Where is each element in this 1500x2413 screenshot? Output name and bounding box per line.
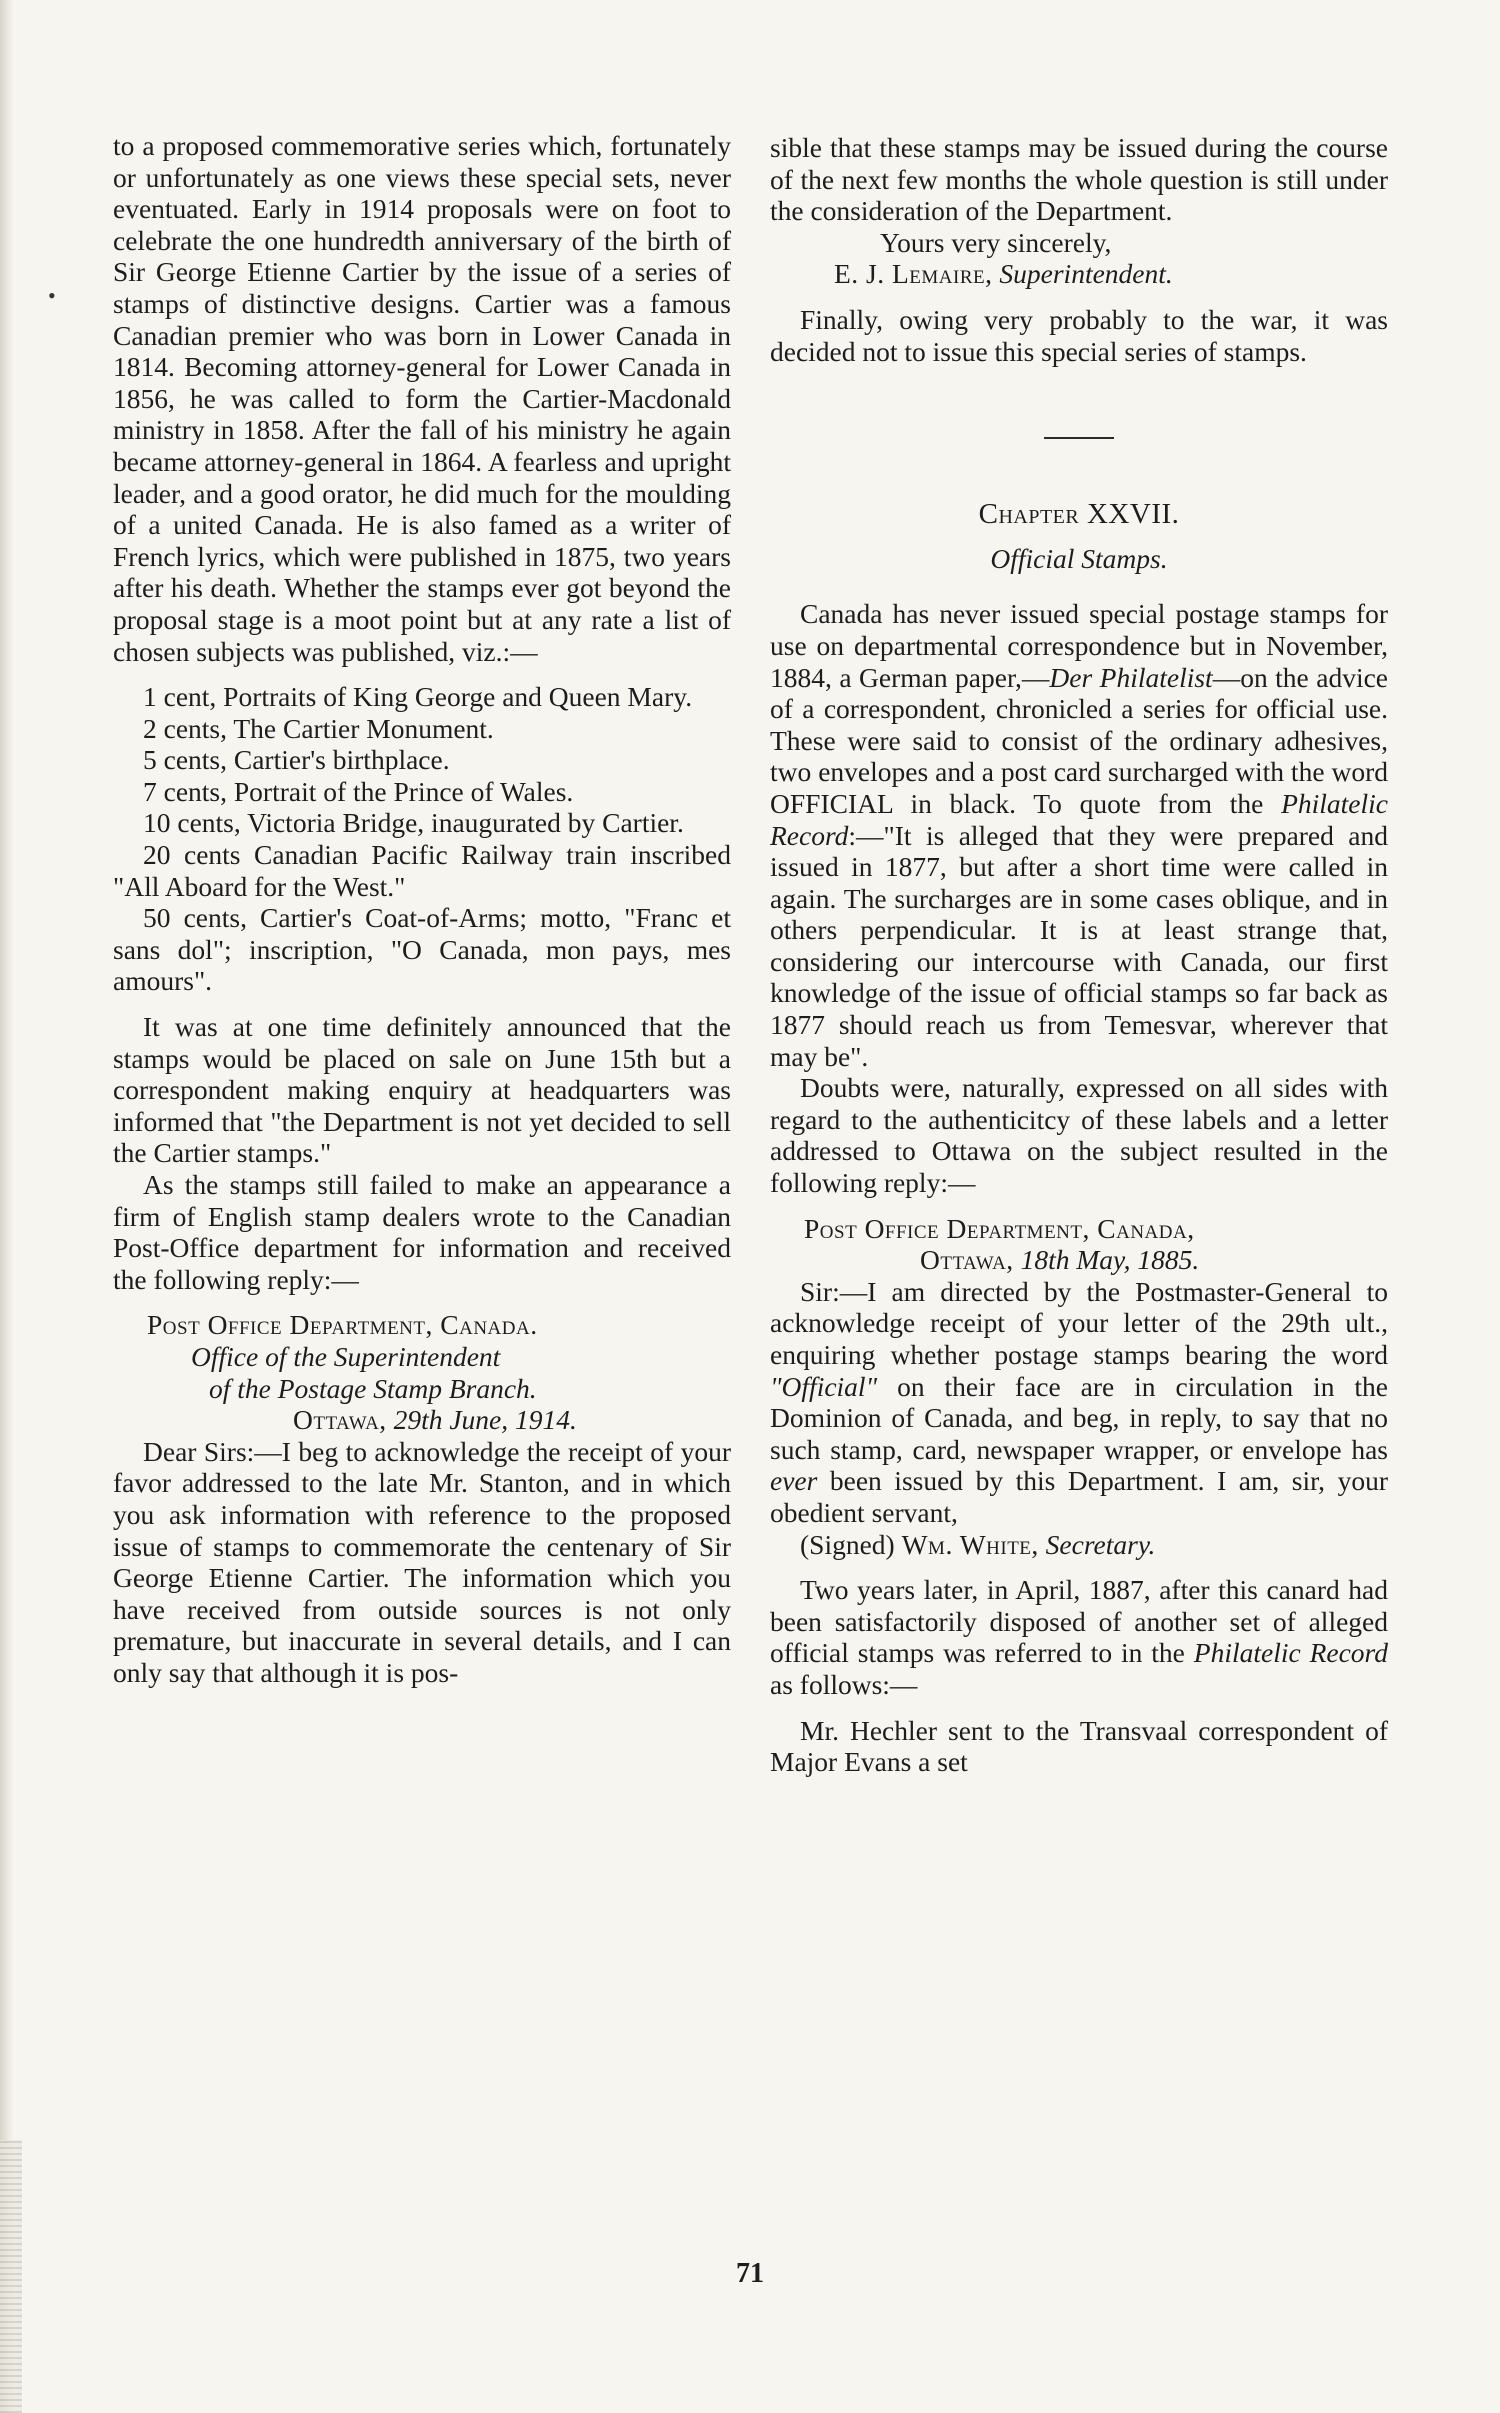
doubts-paragraph: Doubts were, naturally, expressed on all sides with regard to the authenticitcy of these labels and a letter addressed to Ottawa on the subject resulted in the following reply:— <box>770 1072 1388 1199</box>
list-item: 7 cents, Portrait of the Prince of Wales. <box>143 775 574 807</box>
letter-1-dateline <box>293 1404 731 1436</box>
letter-1-heading: Post Office Department, Canada. <box>147 1309 538 1341</box>
hechler-paragraph: Mr. Hechler sent to the Transvaal correspondent of Major Evans a set <box>770 1714 1388 1778</box>
list-item: 50 cents, Cartier's Coat-of-Arms; motto, "Franc et sans dol"; inscription, "O Canada, mon pays, mes amours". <box>113 902 731 997</box>
emphasis-word: ever <box>770 1465 818 1497</box>
letter-2-heading: Post Office Department, Canada, <box>804 1212 1195 1244</box>
scan-edge <box>0 0 14 2413</box>
text-span: Canada has never issued special postage stamps for use on departmental correspondence but in November, 1884, a German paper,— <box>770 598 1388 693</box>
publication-title: Philatelic Record <box>770 787 1388 851</box>
letter-2-dateline <box>920 1244 1388 1276</box>
letter-1-date: 29th June, 1914. <box>393 1404 577 1436</box>
text-span: as follows:— <box>770 1668 918 1700</box>
margin-dot: • <box>48 283 56 308</box>
announcement-paragraph: It was at one time definitely announced that the stamps would be placed on sale on June 15th but a correspondent making enquiry at headquarters was informed that "the Department is not yet decided to sell the Cartier stamps." <box>113 1011 731 1169</box>
official-stamps-paragraph <box>770 598 1388 1072</box>
letter-2-date: 18th May, 1885. <box>1020 1244 1200 1276</box>
letter-2-signature <box>800 1529 1388 1561</box>
text-span: Sir:—I am directed by the Postmaster-General to acknowledge receipt of your letter of the 29th ult., enquiring whether postage stamps bearing the word <box>770 1275 1388 1370</box>
page-number: 71 <box>736 2258 764 2289</box>
letter-2-signer-title: Secretary. <box>1045 1528 1156 1560</box>
list-item: 20 cents Canadian Pacific Railway train inscribed "All Aboard for the West." <box>113 839 731 902</box>
stamp-subject-list <box>113 681 731 997</box>
letter-1-office: Office of the Superintendent <box>191 1340 501 1372</box>
text-span: —on the advice of a correspondent, chronicled a series for official use. These were said to consist of the ordinary adhesives, two envelopes and a post card surcharged with the word OFFICIAL in black. To quote from the <box>770 661 1388 819</box>
dealers-paragraph: As the stamps still failed to make an appearance a firm of English stamp dealers wrote to the Canadian Post-Office department for information and received the following reply:— <box>113 1169 731 1295</box>
letter-2-signer: Wm. White, <box>901 1528 1039 1560</box>
text-span: Two years later, in April, 1887, after this canard had been satisfactorily disposed of another set of alleged official stamps was referred to in the <box>770 1574 1388 1669</box>
paper-title: Der Philatelist <box>1049 661 1213 693</box>
two-years-paragraph <box>770 1574 1388 1700</box>
text-span: been issued by this Department. I am, sir, your obedient servant, <box>770 1465 1388 1528</box>
left-column <box>113 130 731 1689</box>
letter-2-body <box>770 1276 1388 1529</box>
letter-1-signature <box>834 258 1388 290</box>
letter-1-place: Ottawa, <box>293 1404 387 1436</box>
list-item: 1 cent, Portraits of King George and Queen Mary. <box>143 681 693 713</box>
letter-1-signer-title: Superintendent. <box>999 258 1173 290</box>
right-column <box>770 132 1388 1778</box>
letter-2-signed: (Signed) <box>800 1528 895 1560</box>
letter-1-signer: E. J. Lemaire, <box>834 258 993 290</box>
letter-1-closing: Yours very sincerely, <box>880 226 1112 258</box>
letter-1-body: Dear Sirs:—I beg to acknowledge the receipt of your favor addressed to the late Mr. Stanton, and in which you ask information with reference to the proposed issue of stamps to commemorate the centenary of Sir George Etienne Cartier. The information which you have received from outside sources is not only premature, but inaccurate in several details, and I can only say that although it is pos- <box>113 1435 731 1688</box>
official-word: "Official" <box>770 1370 878 1402</box>
list-item: 5 cents, Cartier's birthplace. <box>143 744 450 776</box>
letter-1-branch: of the Postage Stamp Branch. <box>209 1372 537 1404</box>
list-item: 2 cents, The Cartier Monument. <box>143 712 494 744</box>
chapter-heading: Chapter XXVII. <box>978 498 1180 531</box>
text-span: :—"It is alleged that they were prepared and issued in 1877, but after a short time were called in again. The surcharges are in some cases oblique, and in others perpendicular. It is at least strange that, considering our intercourse with Canada, our first knowledge of the issue of official stamps so far back as 1877 should reach us from Temesvar, wherever that may be". <box>770 819 1388 1072</box>
finally-paragraph: Finally, owing very probably to the war, it was decided not to issue this special series of stamps. <box>770 303 1388 367</box>
chapter-title: Official Stamps. <box>990 542 1168 574</box>
text-span: on their face are in circulation in the Dominion of Canada, and beg, in reply, to say that no such stamp, card, newspaper wrapper, or envelope has <box>770 1370 1388 1465</box>
letter-2-place: Ottawa, <box>920 1244 1014 1276</box>
letter-1-continued: sible that these stamps may be issued during the course of the next few months the whole question is still under the consideration of the Department. <box>770 132 1388 227</box>
intro-paragraph: to a proposed commemorative series which, fortunately or unfortunately as one views these special sets, never eventuated. Early in 1914 proposals were on foot to celebrate the one hundredth anniversary of the birth of Sir George Etienne Cartier by the issue of a series of stamps of distinctive designs. Cartier was a famous Canadian premier who was born in Lower Canada in 1814. Becoming attorney-general for Lower Canada in 1856, he was called to form the Cartier-Macdonald ministry in 1858. After the fall of his ministry he again became attorney-general in 1864. A fearless and upright leader, and a good orator, he did much for the moulding of a united Canada. He is also famed as a writer of French lyrics, which were published in 1875, two years after his death. Whether the stamps ever got beyond the proposal stage is a moot point but at any rate a list of chosen subjects was published, viz.:— <box>113 130 731 667</box>
letter-1 <box>113 1309 731 1688</box>
publication-title: Philatelic Record <box>1193 1637 1388 1669</box>
list-item: 10 cents, Victoria Bridge, inaugurated by Cartier. <box>143 807 684 839</box>
letter-2 <box>770 1213 1388 1561</box>
